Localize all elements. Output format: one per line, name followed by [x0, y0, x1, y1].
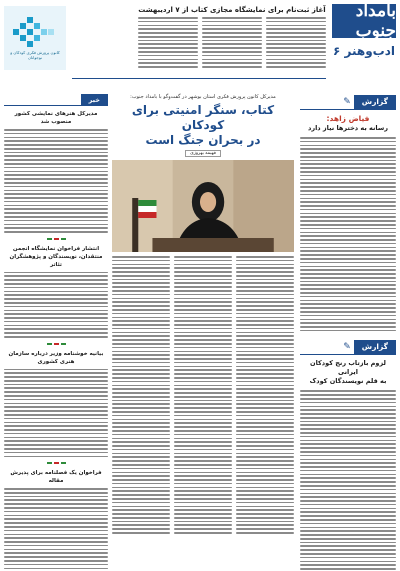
article-subheadline: به قلم نویسندگان کودک [309, 377, 387, 386]
pen-icon: ✎ [343, 96, 351, 107]
separator-flags [4, 460, 108, 465]
brand-name: بامداد جنوب [355, 1, 396, 41]
supplement-label: ادب‌وهنر ۶ [333, 44, 395, 58]
byline [112, 151, 294, 156]
news-body [4, 272, 108, 338]
news-body [4, 129, 108, 233]
interview-body [112, 256, 294, 534]
newspaper-logo [332, 1, 396, 41]
left-column [4, 94, 108, 563]
article-headline: لزوم بازتاب رنج کودکان ایرانی [310, 359, 386, 377]
article-body [300, 390, 396, 571]
news-headline: مدیرکل هنرهای نمایشی کشور منصوب شد [14, 111, 98, 125]
article-body [300, 137, 396, 331]
news-headline: انتشار فراخوان نمایشگاه انجمن منتقدان، نویسندگان و پژوهشگران تئاتر [9, 245, 103, 268]
issue-divider [72, 78, 326, 84]
article-subheadline: رسانه به دخترها نیاز دارد [308, 124, 388, 132]
news-body [4, 369, 108, 458]
interview-photo-illustration [112, 160, 294, 252]
masthead [332, 1, 396, 88]
pen-icon: ✎ [343, 341, 351, 352]
lead-article-body [138, 17, 326, 68]
interview-photo [112, 160, 294, 252]
author-name: فهیمه بهروزی [185, 150, 221, 157]
lead-article [138, 6, 326, 74]
section-header-news [4, 94, 108, 106]
organization-logo [4, 6, 66, 70]
section-label: خبر [81, 94, 108, 105]
center-column [112, 94, 294, 563]
main-headline-line1: کتاب، سنگر امنیتی برای کودکان [131, 103, 275, 132]
top-area [4, 1, 396, 88]
news-headline: بیانیه خوشنامه وزیر درباره سازمان هنری کشوری [8, 350, 104, 365]
logo-mark-icon [13, 17, 57, 47]
lead-article-title: آغاز ثبت‌نام برای نمایشگاه مجازی کتاب از ۷ اردیبهشت [138, 6, 326, 14]
section-header-report [300, 94, 396, 110]
right-column [300, 94, 396, 563]
news-body [4, 488, 108, 571]
logo-text: کانون پرورش فکری کودکان و نوجوانان [10, 49, 60, 60]
section-label: گزارش [354, 95, 396, 109]
article-headline: فیاض زاهد: [326, 114, 370, 123]
separator-flags [4, 341, 108, 346]
main-headline-line2: در بحران جنگ است [145, 133, 261, 147]
article-kicker: مدیرکل کانون پرورش فکری استان بوشهر در گفت‌وگو با بامداد جنوب: [130, 94, 276, 100]
section-header-report-2 [300, 339, 396, 355]
news-headline: فراخوان یک فصلنامه برای پذیرش مقاله [10, 470, 102, 485]
section-label: گزارش [354, 340, 396, 354]
separator-flags [4, 236, 108, 241]
